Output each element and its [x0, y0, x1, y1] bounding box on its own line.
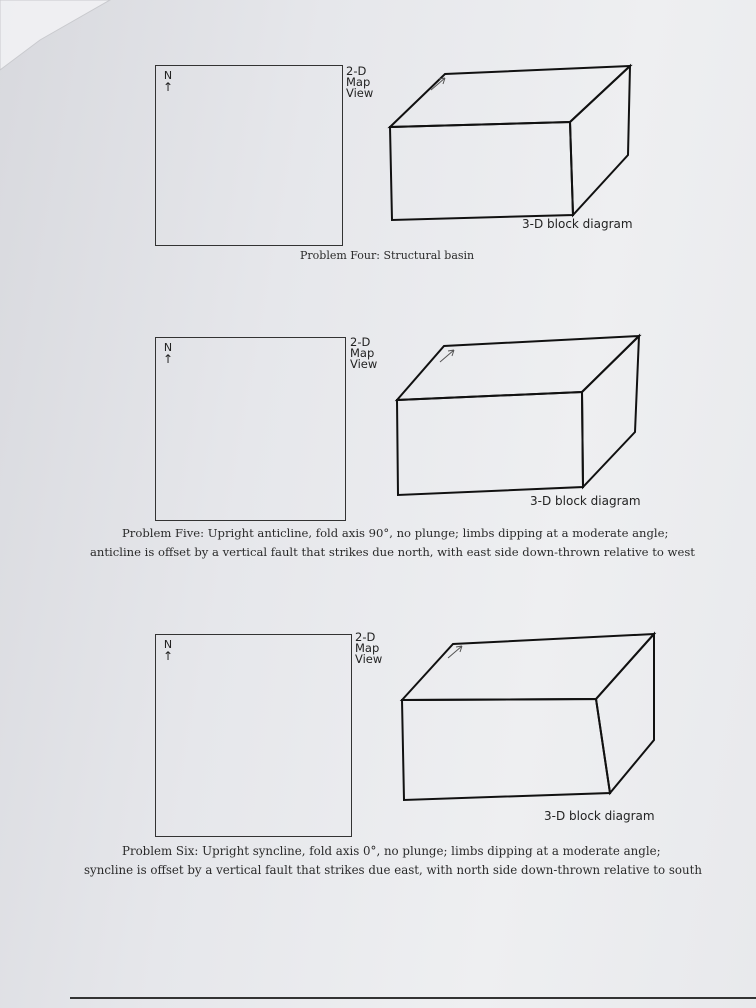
north-arrow-icon: ↑ [162, 80, 174, 94]
north-arrow-icon: ↑ [162, 352, 174, 366]
north-label: N [163, 69, 173, 82]
north-indicator [162, 639, 174, 662]
block-diagram [398, 628, 660, 808]
north-arrow-icon: ↑ [162, 649, 174, 663]
block-diagram-label: 3-D block diagram [544, 809, 655, 823]
north-label: N [163, 638, 173, 651]
north-label: N [163, 341, 173, 354]
map-view-box [155, 337, 346, 521]
problem-caption: Problem Six: Upright syncline, fold axis 0°, no plunge; limbs dipping at a moderate angle; syncline is offset by a vertical fault that strikes due east, with north side down-thrown relative to south [84, 844, 702, 877]
problem-caption: Problem Five: Upright anticline, fold axis 90°, no plunge; limbs dipping at a moderate angle; anticline is offset by a vertical fault that strikes due north, with east side down-thrown relative to west [90, 526, 695, 559]
map-view-label: 2-D Map View [355, 630, 383, 666]
map-view-label: 2-D Map View [346, 64, 374, 100]
block-diagram-label: 3-D block diagram [522, 217, 633, 231]
map-view-box [155, 634, 352, 837]
block-diagram [385, 60, 635, 225]
block-diagram-label: 3-D block diagram [530, 494, 641, 508]
bottom-rule [70, 997, 756, 999]
north-indicator [162, 342, 174, 365]
map-view-box [155, 65, 343, 246]
block-diagram [392, 332, 644, 502]
north-indicator [162, 70, 174, 93]
map-view-label: 2-D Map View [350, 335, 378, 371]
problem-caption: Problem Four: Structural basin [300, 249, 475, 262]
